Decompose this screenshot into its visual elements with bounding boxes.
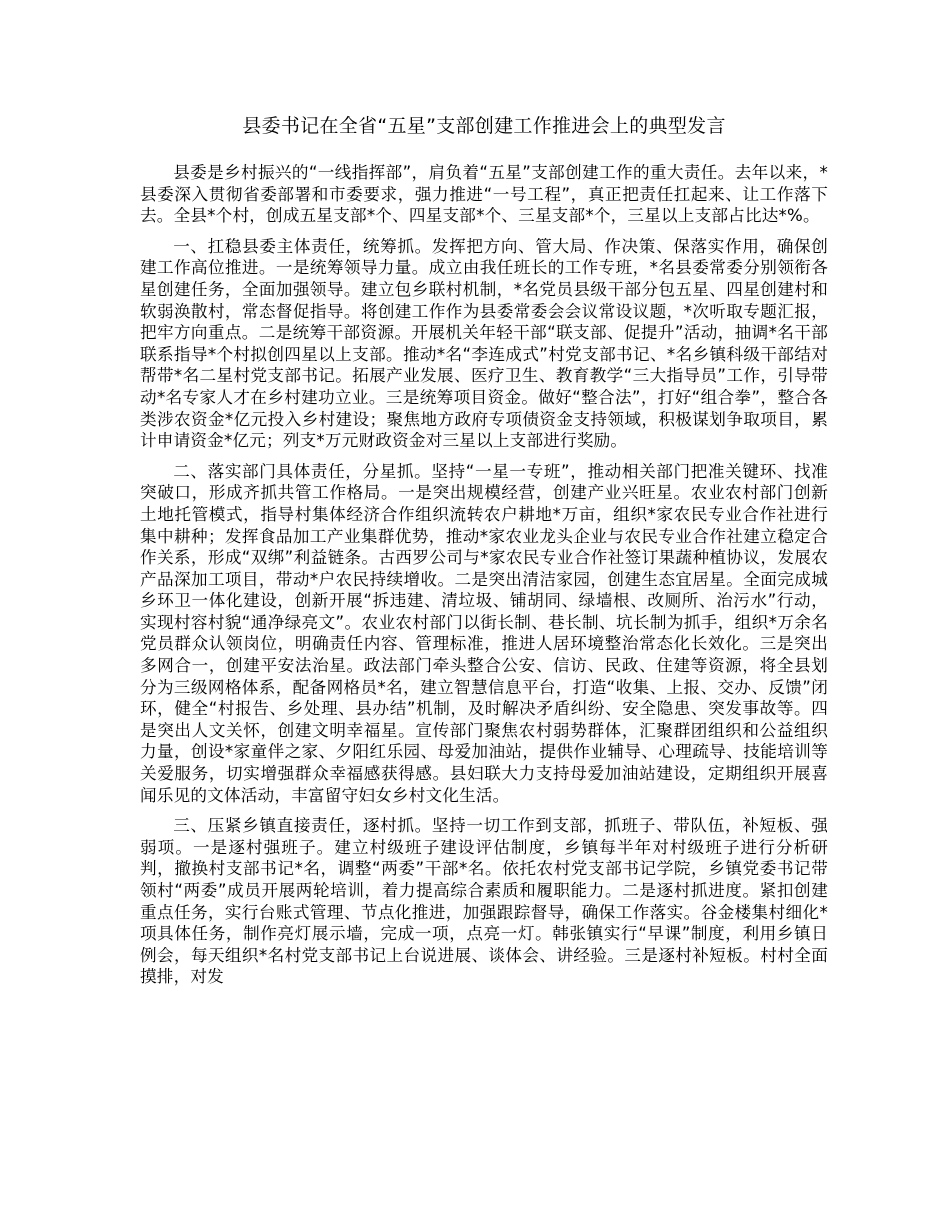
document-title: 县委书记在全省“五星”支部创建工作推进会上的典型发言 <box>242 115 726 137</box>
paragraph-intro: 县委是乡村振兴的“一线指挥部”，肩负着“五星”支部创建工作的重大责任。去年以来，*县委深入贯彻省委部署和市委要求，强力推进“一号工程”，真正把责任扛起来、让工作落下去。全县*个村，创成五星支部*个、四星支部*个、三星支部*个，三星以上支部占比达*%。 <box>140 163 828 226</box>
paragraph-section-2: 二、落实部门具体责任，分星抓。坚持“一星一专班”，推动相关部门把准关键环、找准突破口，形成齐抓共管工作格局。一是突出规模经营，创建产业兴旺星。农业农村部门创新土地托管模式，指导村集体经济合作组织流转农户耕地*万亩，组织*家农民专业合作社进行集中耕种；发挥食品加工产业集群优势，推动*家农业龙头企业与农民专业合作社建立稳定合作关系，形成“双绑”利益链条。古西罗公司与*家农民专业合作社签订果蔬种植协议，发展农产品深加工项目，带动*户农民持续增收。二是突出清洁家园，创建生态宜居星。全面完成城乡环卫一体化建设，创新开展“拆违建、清垃圾、铺胡同、绿墙根、改厕所、治污水”行动，实现村容村貌“通净绿亮文”。农业农村部门以街长制、巷长制、坑长制为抓手，组织*万余名党员群众认领岗位，明确责任内容、管理标准，推进人居环境整治常态化长效化。三是突出多网合一，创建平安法治星。政法部门牵头整合公安、信访、民政、住建等资源，将全县划分为三级网格体系，配备网格员*名，建立智慧信息平台，打造“收集、上报、交办、反馈”闭环，健全“村报告、乡处理、县办结”机制，及时解决矛盾纠纷、安全隐患、突发事故等。四是突出人文关怀，创建文明幸福星。宣传部门聚焦农村弱势群体，汇聚群团组织和公益组织力量，创设*家童伴之家、夕阳红乐园、母爱加油站，提供作业辅导、心理疏导、技能培训等关爱服务，切实增强群众幸福感获得感。县妇联大力支持母爱加油站建设，定期组织开展喜闻乐见的文体活动，丰富留守妇女乡村文化生活。 <box>140 461 828 805</box>
paragraph-section-1: 一、扛稳县委主体责任，统筹抓。发挥把方向、管大局、作决策、保落实作用，确保创建工作高位推进。一是统筹领导力量。成立由我任班长的工作专班，*名县委常委分别领衔各星创建任务，全面加强领导。建立包乡联村机制，*名党员县级干部分包五星、四星创建村和软弱涣散村，常态督促指导。将创建工作作为县委常委会会议常设议题，*次听取专题汇报，把牢方向重点。二是统筹干部资源。开展机关年轻干部“联支部、促提升”活动，抽调*名干部联系指导*个村拟创四星以上支部。推动*名“李连成式”村党支部书记、*名乡镇科级干部结对帮带*名二星村党支部书记。拓展产业发展、医疗卫生、教育教学“三大指导员”工作，引导带动*名专家人才在乡村建功立业。三是统筹项目资金。做好“整合法”，打好“组合拳”，整合各类涉农资金*亿元投入乡村建设；聚焦地方政府专项债资金支持领域，积极谋划争取项目，累计申请资金*亿元；列支*万元财政资金对三星以上支部进行奖励。 <box>140 236 828 451</box>
paragraph-section-3: 三、压紧乡镇直接责任，逐村抓。坚持一切工作到支部，抓班子、带队伍，补短板、强弱项。一是逐村强班子。建立村级班子建设评估制度，乡镇每半年对村级班子进行分析研判，撤换村支部书记*名，调整“两委”干部*名。依托农村党支部书记学院，乡镇党委书记带领村“两委”成员开展两轮培训，着力提高综合素质和履职能力。二是逐村抓进度。紧扣创建重点任务，实行台账式管理、节点化推进，加强跟踪督导，确保工作落实。谷金楼集村细化*项具体任务，制作亮灯展示墙，完成一项，点亮一灯。韩张镇实行“早课”制度，利用乡镇日例会，每天组织*名村党支部书记上台说进展、谈体会、讲经验。三是逐村补短板。村村全面摸排，对发 <box>140 816 828 987</box>
